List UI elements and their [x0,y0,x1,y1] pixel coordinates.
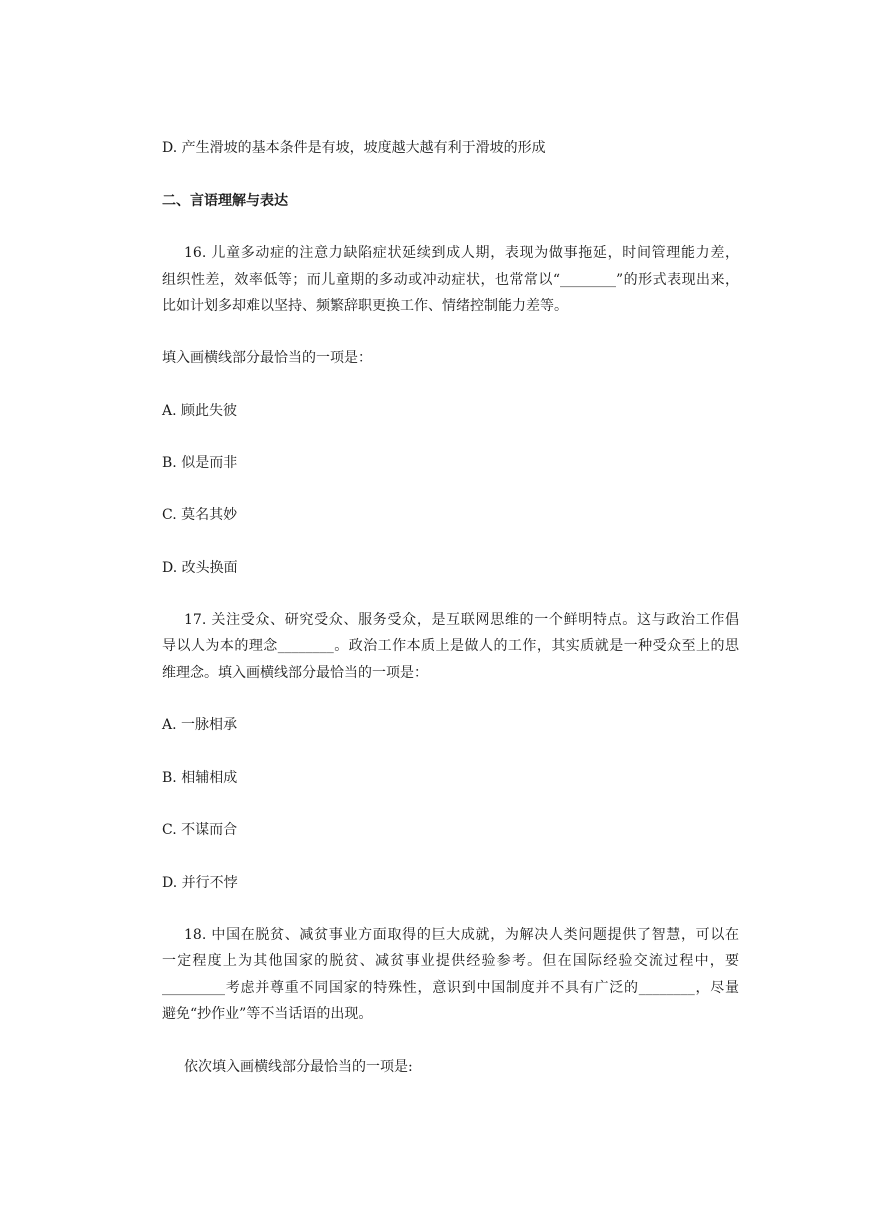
section-title: 二、言语理解与表达 [162,193,288,209]
q16-option-a: A. 顾此失彼 [162,403,238,419]
q17-option-d: D. 并行不悖 [162,875,238,891]
q17-line-1: 17. 关注受众、研究受众、服务受众，是互联网思维的一个鲜明特点。这与政治工作倡 [184,612,739,628]
q17-line-2: 导以人为本的理念________。政治工作本质上是做人的工作，其实质就是一种受众至上的思 [162,638,739,654]
q16-line-2: 组织性差，效率低等；而儿童期的多动或冲动症状，也常常以“________”的形式表现出来， [162,272,739,288]
q17-option-a: A. 一脉相承 [162,717,238,733]
q16-option-d: D. 改头换面 [162,560,238,576]
q18-prompt: 依次填入画横线部分最恰当的一项是: [184,1059,413,1075]
q16-option-c: C. 莫名其妙 [162,507,238,523]
q18-line-3: _________考虑并尊重不同国家的特殊性，意识到中国制度并不具有广泛的________，尽量 [162,980,739,996]
q16-prompt: 填入画横线部分最恰当的一项是： [162,350,372,366]
q16-option-b: B. 似是而非 [162,455,238,471]
q18-line-1: 18. 中国在脱贫、减贫事业方面取得的巨大成就，为解决人类问题提供了智慧，可以在 [184,927,739,943]
q18-line-4: 避免“抄作业”等不当话语的出现。 [162,1006,373,1022]
q17-option-c: C. 不谋而合 [162,822,238,838]
option-d-prev: D. 产生滑坡的基本条件是有坡，坡度越大越有利于滑坡的形成 [162,140,546,156]
q17-line-3: 维理念。填入画横线部分最恰当的一项是： [162,665,428,681]
q16-line-1: 16. 儿童多动症的注意力缺陷症状延续到成人期，表现为做事拖延，时间管理能力差， [184,245,739,261]
q18-line-2: 一定程度上为其他国家的脱贫、减贫事业提供经验参考。但在国际经验交流过程中，要 [162,953,739,969]
q16-line-3: 比如计划多却难以坚持、频繁辞职更换工作、情绪控制能力差等。 [162,298,568,314]
q17-option-b: B. 相辅相成 [162,770,238,786]
